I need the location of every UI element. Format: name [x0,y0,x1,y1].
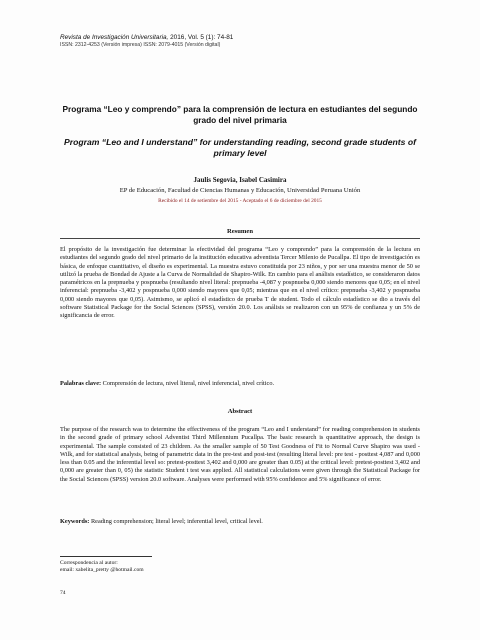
abstract-text: The purpose of the research was to determine the effectiveness of the program “Leo and I understand” for reading comprehension in students in the second grade of primary school Adventist Third Millennium Pucallpa. The basic research is quantitative approach, the design is experimental. The sample consisted of 23 children. As the smaller sample of 50 Test Goodness of Fit to Normal Curve Shapiro was used - Wilk, and for statistical analysis, being of parametric data in the pre-test and post-test (resulting literal level: pre test - posttest 4,087 and 0,000 less than 0.05 and the inferential level so: pretest-posttest 3,402 and 0,000 are greater than 0.05) at the critical level: pretest-posttest 3,402 and 0,000 are greater than 0, 05) the statistic Student t test was applied. All statistical calculations were given through the Statistical Package for the Social Sciences (SPSS) version 20.0 software. Analyses were performed with 95% confidence and 5% significance of error. [60,426,420,483]
author-names: Jaulis Segovia, Isabel Casimira [193,176,287,184]
title-spanish: Programa “Leo y comprendo” para la comprensión de lectura en estudiantes del segundo grado del nivel primaria [62,104,418,125]
journal-name: Revista de Investigación Universitaria, [60,34,169,41]
journal-header [60,34,420,49]
resumen-heading: Resumen [60,228,420,239]
keywords-label: Keywords: [60,518,90,525]
journal-citation [60,34,420,42]
resumen-text: El propósito de la investigación fue determinar la efectividad del programa “Leo y comprendo” para la comprensión de la lectura en estudiantes del segundo grado del nivel primario de la institución educativa adventista Tercer Milenio de Pucallpa. El tipo de investigación es básica, de enfoque cuantitativo, el diseño es experimental. La muestra estuvo constituida por 23 niños, y por ser una muestra menor de 50 se utilizó la prueba de Bondad de Ajuste a la Curva de Normalidad de Shapiro-Wilk. En cambio para el análisis estadístico, se consideraron datos paramétricos en la prepnueba y pospnueba (resultando nivel literal: prepnueba -4,087 y pospnueba 0,000 siendo menores que 0,05; en el nivel inferencial: prepnueba -3,402 y pospnueba 0,000 siendo mayores que 0,05; mientras que en el nivel crítico: prepnueba -3,402 y pospnueba 0,000 siendo mayores que 0,05). Asimismo, se aplicó el estadístico de prueba T de student. Todo el cálculo estadístico se dio a través del software Statistical Package for the Social Sciences (SPSS), versión 20.0. Los análisis se realizaron con un 95% de confianza y un 5% de significancia de error. [60,246,420,320]
received-accepted-dates: Recibido el 14 de setiembre del 2015 - Aceptado el 6 de diciembre del 2015 [158,198,322,204]
author-affiliation: EP de Educación, Facultad de Ciencias Humanas y Educación, Universidad Peruana Unión [119,187,361,194]
author-email[interactable]: email: xabelita_pretty @hotmail.com [60,567,144,573]
issn-line: ISSN: 2312-4253 (Versión impresa) ISSN: 2079-4015 (Versión digital) [60,42,221,48]
palabras-clave-label: Palabras clave: [60,380,102,387]
footnote-divider [60,556,152,557]
correspondence-label: Correspondencia al autor: [60,560,118,566]
journal-volume: 2016, Vol. 5 (1): 74-81 [168,34,234,41]
footnote [60,560,144,574]
abstract-heading: Abstract [227,408,253,415]
palabras-clave-values: Comprensión de lectura, nivel literal, nivel inferencial, nivel crítico. [101,380,275,387]
keywords-values: Reading comprehension; literal level; inferential level, critical level. [89,518,263,525]
page-number: 74 [60,590,66,596]
title-english: Program “Leo and I understand” for understanding reading, second grade students of primary level [64,137,416,158]
keywords [60,518,420,526]
palabras-clave [60,380,420,388]
